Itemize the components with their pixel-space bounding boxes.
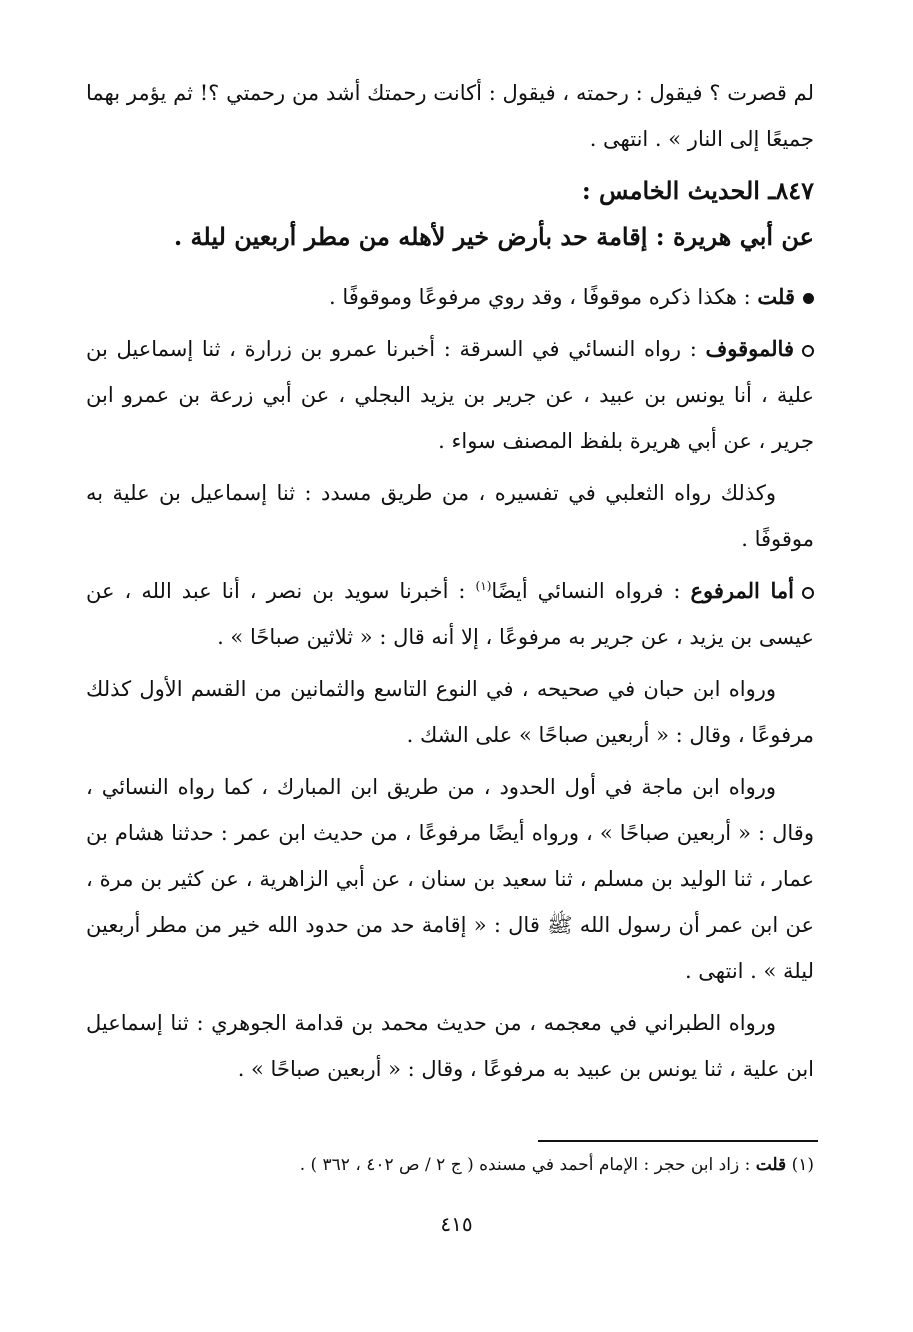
- footnote-number: (١): [791, 1155, 814, 1175]
- bullet-hollow-icon: [802, 587, 814, 599]
- marfu-text-after: : أخبرنا سويد بن نصر ، أنا عبد الله ، عن عيسى بن يزيد ، عن جرير به مرفوعًا ، إلا أنه قال : « ثلاثين صباحًا » .: [86, 579, 814, 649]
- bullet-hollow-icon: [802, 345, 814, 357]
- footnote: [86, 1150, 814, 1180]
- marfu-text-before: : فرواه النسائي أيضًا: [491, 579, 681, 603]
- footnote-divider: [538, 1140, 818, 1142]
- paragraph-hibban: ورواه ابن حبان في صحيحه ، في النوع التاسع والثمانين من القسم الأول كذلك مرفوعًا ، وقال : « أربعين صباحًا » على الشك .: [86, 677, 814, 747]
- mawquf-text: : رواه النسائي في السرقة : أخبرنا عمرو بن زرارة ، ثنا إسماعيل بن علية ، أنا يونس بن عبيد ، عن جرير بن يزيد البجلي ، عن أبي زرعة بن عمرو ابن جرير ، عن أبي هريرة بلفظ المصنف سواء .: [86, 337, 814, 453]
- paragraph-tabarani: ورواه الطبراني في معجمه ، من حديث محمد بن قدامة الجوهري : ثنا إسماعيل ابن علية ، ثنا يونس بن عبيد به مرفوعًا ، وقال : « أربعين صباحًا » .: [86, 1011, 814, 1081]
- section-heading: ٨٤٧ـ الحديث الخامس :: [581, 176, 814, 205]
- marfu-label: أما المرفوع: [690, 578, 794, 603]
- bullet-filled-icon: [803, 293, 814, 304]
- paragraph-mawquf: [86, 326, 814, 464]
- mawquf-label: فالموقوف: [705, 336, 794, 361]
- page-body: [86, 70, 814, 1098]
- hadith-text: عن أبي هريرة : إقامة حد بأرض خير لأهله من مطر أربعين ليلة .: [173, 222, 814, 251]
- paragraph-majah: ورواه ابن ماجة في أول الحدود ، من طريق ابن المبارك ، كما رواه النسائي ، وقال : « أربعين صباحًا » ، ورواه أيضًا مرفوعًا ، من حديث ابن عمر : حدثنا هشام بن عمار ، ثنا الوليد بن مسلم ، ثنا سعيد بن سنان ، عن أبي الزاهرية ، عن كثير بن مرة ، عن ابن عمر أن رسول الله ﷺ قال : « إقامة حد من حدود الله خير من مطر أربعين ليلة » . انتهى .: [86, 775, 814, 983]
- page-number: ٤١٥: [440, 1212, 473, 1236]
- paragraph-marfu: [86, 568, 814, 660]
- paragraph-thalabi: وكذلك رواه الثعلبي في تفسيره ، من طريق مسدد : ثنا إسماعيل بن علية به موقوفًا .: [86, 481, 814, 551]
- footnote-reference: (١): [475, 579, 492, 593]
- footnote-text: : زاد ابن حجر : الإمام أحمد في مسنده ( ج ٢ / ص ٤٠٢ ، ٣٦٢ ) .: [299, 1155, 751, 1175]
- paragraph-qult: [86, 274, 814, 320]
- qult-text: : هكذا ذكره موقوفًا ، وقد روي مرفوعًا وموقوفًا .: [329, 285, 751, 309]
- footnote-label: قلت: [755, 1155, 787, 1175]
- qult-label: قلت: [757, 284, 795, 309]
- paragraph-continuation: لم قصرت ؟ فيقول : رحمته ، فيقول : أكانت رحمتك أشد من رحمتي ؟! ثم يؤمر بهما جميعًا إلى النار » . انتهى .: [86, 81, 814, 151]
